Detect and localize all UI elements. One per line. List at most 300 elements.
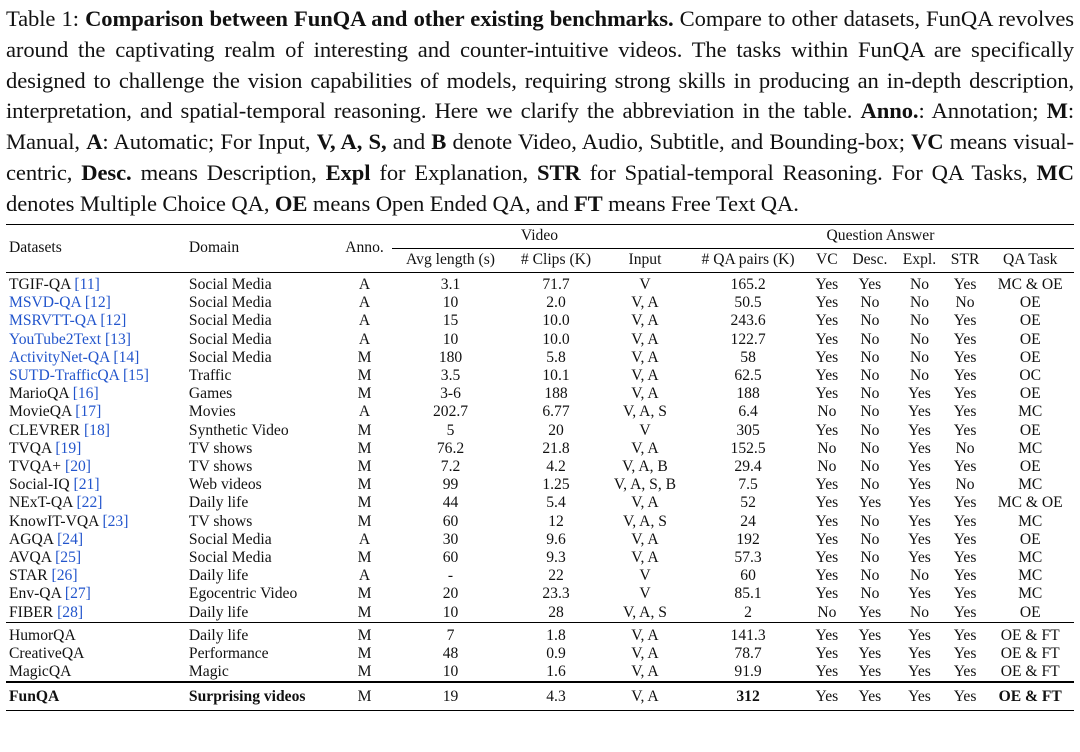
cell-anno: M xyxy=(357,367,372,384)
citation-link[interactable]: [15] xyxy=(122,367,149,384)
cell-dataset xyxy=(6,458,186,476)
cell-qa-pairs: 188 xyxy=(736,385,760,403)
cell-dataset xyxy=(6,422,186,440)
cell-dataset xyxy=(6,272,186,294)
cell-expl: Yes xyxy=(895,682,944,710)
cell-desc: Yes xyxy=(845,622,896,645)
cell-domain: Social Media xyxy=(188,275,272,293)
dataset-name: MSRVTT-QA xyxy=(9,312,97,330)
cell-vc: Yes xyxy=(815,385,839,403)
cell-expl: No xyxy=(909,367,930,384)
cell-desc: No xyxy=(860,567,880,585)
table-row xyxy=(6,294,1074,312)
col-str: STR xyxy=(944,248,987,272)
col-datasets: Datasets xyxy=(6,224,186,272)
cell-domain: Games xyxy=(188,385,233,403)
cell-clips: 23.3 xyxy=(542,585,570,603)
citation-link[interactable]: [28] xyxy=(57,603,84,621)
citation-link[interactable]: [20] xyxy=(65,458,91,476)
table-row xyxy=(6,663,1074,682)
citation-link[interactable]: [27] xyxy=(64,585,91,603)
cell-avg-length: - xyxy=(447,567,454,585)
abbr-ft-def: means Free Text QA. xyxy=(602,190,799,216)
cell-vc: Yes xyxy=(815,645,839,663)
abbr-desc: Desc. xyxy=(81,159,132,185)
cell-clips: 4.3 xyxy=(509,682,603,710)
col-vc: VC xyxy=(809,248,844,272)
abbr-str-def: for Spatial-temporal Reasoning. For QA Tasks, xyxy=(580,159,1037,185)
cell-vc: Yes xyxy=(815,512,839,530)
cell-desc: Yes xyxy=(858,494,882,512)
cell-qa-pairs: 122.7 xyxy=(730,330,766,348)
cell-qa-pairs: 7.5 xyxy=(738,476,758,494)
citation-link[interactable]: [25] xyxy=(55,549,82,567)
cell-expl: Yes xyxy=(908,512,931,530)
dataset-name: AVQA xyxy=(9,549,52,567)
cell-avg-length: 10 xyxy=(442,663,459,681)
cell-str: Yes xyxy=(953,567,977,585)
cell-str: Yes xyxy=(953,530,977,548)
cell-qa-task: OE xyxy=(1019,603,1041,621)
table-row xyxy=(6,367,1074,385)
caption-body: Compare to other datasets, FunQA revolves around the captivating realm of interesting and counter-intuitive videos. The tasks within FunQA are specifically designed to challenge the vision capabilities of models, requiring strong skills in producing an in-depth description, interpretation, and spatial-temporal reasoning. Here we clarify the abbreviation in the table. xyxy=(6,6,1075,124)
cell-avg-length: 3-6 xyxy=(440,385,461,403)
cell-domain: TV shows xyxy=(188,512,253,530)
dataset-name: STAR xyxy=(9,567,48,585)
dataset-name: KnowIT-VQA xyxy=(9,512,99,530)
cell-input: V, A xyxy=(631,294,659,312)
col-avg-length: Avg length (s) xyxy=(392,248,509,272)
abbr-ft: FT xyxy=(573,190,603,216)
cell-anno: M xyxy=(357,458,372,476)
citation-link[interactable]: [12] xyxy=(100,312,127,330)
cell-dataset xyxy=(6,549,186,567)
cell-clips: 5.4 xyxy=(546,494,566,512)
citation-link[interactable]: [18] xyxy=(83,421,110,439)
abbr-vc: VC xyxy=(911,129,944,155)
cell-clips: 1.25 xyxy=(542,476,570,494)
header-row-groups xyxy=(6,224,1074,248)
cell-qa-task: OE xyxy=(1019,294,1041,312)
cell-desc: No xyxy=(860,476,880,494)
table-row xyxy=(6,513,1074,531)
cell-qa-task: OC xyxy=(1019,367,1042,384)
cell-desc: No xyxy=(860,421,880,439)
cell-qa-pairs: 165.2 xyxy=(730,275,766,293)
cell-anno: M xyxy=(357,439,372,457)
cell-qa-pairs: 29.4 xyxy=(734,458,762,476)
cell-qa-task: OE xyxy=(1019,348,1041,366)
cell-qa-pairs: 52 xyxy=(740,494,756,512)
cell-qa-task: MC xyxy=(1018,403,1043,421)
cell-qa-pairs: 78.7 xyxy=(734,645,762,663)
cell-vc: Yes xyxy=(815,494,839,512)
cell-desc: No xyxy=(860,549,880,567)
cell-anno: A xyxy=(358,567,371,585)
cell-clips: 1.8 xyxy=(509,622,603,645)
dataset-name: TVQA+ xyxy=(9,458,62,476)
abbr-oe: OE xyxy=(274,190,308,216)
abbr-desc-def: means Description, xyxy=(131,159,326,185)
abbr-str: STR xyxy=(537,159,581,185)
cell-vc: No xyxy=(817,603,837,621)
cell-input: V xyxy=(639,421,651,439)
cell-anno: A xyxy=(358,312,371,330)
cell-vc: Yes xyxy=(815,476,839,494)
cell-expl: No xyxy=(909,275,930,293)
cell-qa-task: OE & FT xyxy=(1000,663,1060,681)
cell-qa-task: OE xyxy=(1019,330,1041,348)
cell-dataset xyxy=(6,294,186,312)
cell-desc: No xyxy=(860,530,880,548)
cell-expl: Yes xyxy=(908,585,931,603)
cell-avg-length: 60 xyxy=(442,549,459,567)
cell-desc: No xyxy=(860,312,880,330)
table-row xyxy=(6,403,1074,421)
cell-expl: Yes xyxy=(908,403,931,421)
comparison-table xyxy=(6,224,1074,711)
cell-vc: Yes xyxy=(815,312,839,330)
caption-lead: Table 1: xyxy=(6,6,86,31)
abbr-expl: Expl xyxy=(325,159,371,185)
table-row xyxy=(6,585,1074,603)
cell-expl: No xyxy=(909,330,930,348)
cell-dataset: FunQA xyxy=(6,682,186,710)
cell-input: V xyxy=(639,585,651,603)
cell-anno: M xyxy=(337,622,392,645)
cell-str: Yes xyxy=(953,385,977,403)
citation-link[interactable]: [17] xyxy=(75,403,102,421)
cell-avg-length: 7.2 xyxy=(440,458,461,476)
abbr-mc-def: denotes Multiple Choice QA, xyxy=(6,190,275,216)
cell-dataset xyxy=(6,531,186,549)
cell-input: V, A, S xyxy=(623,512,667,530)
cell-dataset xyxy=(6,476,186,494)
cell-str: Yes xyxy=(953,348,977,366)
cell-expl: Yes xyxy=(908,458,931,476)
cell-qa-task: OE xyxy=(1019,385,1041,403)
caption-title: Comparison between FunQA and other existing benchmarks. xyxy=(85,6,674,31)
cell-input: V, A xyxy=(631,530,659,548)
abbr-m-def: : Manual, xyxy=(6,98,1074,155)
citation-link[interactable]: [12] xyxy=(84,294,111,312)
cell-domain: Performance xyxy=(188,645,269,663)
cell-avg-length: 3.5 xyxy=(440,367,461,384)
cell-domain: Daily life xyxy=(188,494,249,512)
cell-avg-length: 76.2 xyxy=(436,439,465,457)
cell-qa-task: OE xyxy=(1019,458,1041,476)
citation-link[interactable]: [22] xyxy=(76,494,103,512)
cell-desc: Yes xyxy=(858,275,882,293)
cell-vc: Yes xyxy=(815,663,839,681)
cell-anno: M xyxy=(357,421,372,439)
cell-avg-length: 44 xyxy=(442,494,459,512)
cell-vc: No xyxy=(817,439,837,457)
cell-vc: Yes xyxy=(815,275,839,293)
dataset-name: AGQA xyxy=(9,530,54,548)
citation-link[interactable]: [23] xyxy=(102,512,129,530)
cell-str: No xyxy=(955,294,975,312)
abbr-input-def: denote Video, Audio, Subtitle, and Bounding-box; xyxy=(446,129,912,155)
cell-dataset xyxy=(6,349,186,367)
cell-desc: No xyxy=(860,458,880,476)
cell-expl: Yes xyxy=(908,549,931,567)
cell-str: Yes xyxy=(953,403,977,421)
citation-link[interactable]: [16] xyxy=(72,385,99,403)
cell-expl: No xyxy=(909,294,930,312)
cell-avg-length: 30 xyxy=(442,530,459,548)
cell-qa-pairs: 60 xyxy=(740,567,756,585)
table-row xyxy=(6,272,1074,294)
cell-expl: Yes xyxy=(908,645,931,663)
cell-input: V, A xyxy=(631,494,659,512)
existing-benchmarks xyxy=(6,272,1074,622)
col-domain: Domain xyxy=(186,224,337,272)
cell-desc: Yes xyxy=(858,645,882,663)
cell-dataset xyxy=(6,494,186,512)
cell-dataset xyxy=(6,440,186,458)
citation-link[interactable]: [19] xyxy=(55,439,82,457)
cell-qa-pairs: 57.3 xyxy=(734,549,762,567)
table-row xyxy=(6,531,1074,549)
cell-desc: Yes xyxy=(858,663,882,681)
cell-avg-length: 99 xyxy=(442,476,459,494)
cell-dataset: HumorQA xyxy=(6,622,186,645)
cell-input: V xyxy=(639,567,651,585)
cell-avg-length: 10 xyxy=(442,330,459,348)
cell-clips: 9.6 xyxy=(546,530,566,548)
cell-clips: 9.3 xyxy=(546,549,566,567)
cell-expl: Yes xyxy=(908,494,931,512)
table-caption xyxy=(6,4,1074,220)
cell-expl: No xyxy=(909,567,930,585)
cell-qa-task: MC & OE xyxy=(997,275,1063,293)
cell-domain: Daily life xyxy=(188,603,249,621)
citation-link[interactable]: [14] xyxy=(113,348,140,366)
cell-dataset xyxy=(6,331,186,349)
cell-input: V, A, S, B xyxy=(613,476,677,494)
cell-dataset xyxy=(6,567,186,585)
cell-qa-pairs: 91.9 xyxy=(734,663,762,681)
cell-input: V, A xyxy=(631,330,659,348)
cell-desc: No xyxy=(860,367,880,384)
cell-qa-pairs: 141.3 xyxy=(687,622,809,645)
cell-anno: A xyxy=(358,275,371,293)
cell-qa-pairs: 305 xyxy=(736,421,760,439)
cell-str: No xyxy=(955,476,975,494)
abbr-and: and xyxy=(386,129,432,155)
citation-link[interactable]: [21] xyxy=(73,476,100,494)
cell-str: Yes xyxy=(953,585,977,603)
table-row xyxy=(6,476,1074,494)
cell-domain: Daily life xyxy=(188,567,249,585)
cell-expl: Yes xyxy=(908,530,931,548)
col-input: Input xyxy=(603,248,687,272)
cell-str: Yes xyxy=(953,663,977,681)
dataset-name: TVQA xyxy=(9,439,52,457)
cell-vc: Yes xyxy=(809,622,844,645)
table-row xyxy=(6,440,1074,458)
cell-input: V, A xyxy=(603,622,687,645)
cell-clips: 188 xyxy=(544,385,568,403)
cell-dataset xyxy=(6,513,186,531)
cell-str: No xyxy=(955,439,975,457)
cell-qa-pairs: 6.4 xyxy=(738,403,758,421)
cell-qa-task: OE & FT xyxy=(986,682,1074,710)
citation-link[interactable]: [26] xyxy=(51,567,78,585)
cell-domain: Traffic xyxy=(188,367,232,384)
abbr-anno: Anno. xyxy=(860,98,919,124)
cell-str: Yes xyxy=(953,603,977,621)
cell-clips: 22 xyxy=(548,567,564,585)
cell-vc: Yes xyxy=(815,567,839,585)
cell-input: V, A, S xyxy=(623,603,667,621)
cell-expl: Yes xyxy=(895,622,944,645)
cell-domain: Magic xyxy=(188,663,229,681)
cell-anno: M xyxy=(357,476,372,494)
cell-domain: Social Media xyxy=(188,312,272,330)
cell-qa-pairs: 62.5 xyxy=(734,367,762,384)
cell-expl: Yes xyxy=(908,663,931,681)
cell-avg-length: 60 xyxy=(442,512,459,530)
table-row xyxy=(6,604,1074,623)
cell-expl: Yes xyxy=(908,421,931,439)
cell-qa-pairs: 24 xyxy=(740,512,756,530)
cell-expl: No xyxy=(909,312,930,330)
cell-desc: No xyxy=(860,348,880,366)
cell-qa-task: MC xyxy=(1018,476,1043,494)
cell-avg-length: 15 xyxy=(442,312,459,330)
cell-domain: Surprising videos xyxy=(186,682,337,710)
citation-link[interactable]: [13] xyxy=(104,330,131,348)
cell-input: V, A, B xyxy=(622,458,668,476)
cell-anno: A xyxy=(358,530,371,548)
cell-qa-pairs: 192 xyxy=(736,530,760,548)
cell-qa-pairs: 50.5 xyxy=(734,294,762,312)
cell-dataset xyxy=(6,604,186,623)
cell-clips: 21.8 xyxy=(542,439,570,457)
cell-desc: No xyxy=(860,585,880,603)
cell-qa-pairs: 58 xyxy=(740,348,756,366)
cell-anno: M xyxy=(357,645,372,663)
table-row xyxy=(6,312,1074,330)
dataset-name: YouTube2Text xyxy=(9,330,102,348)
table-row xyxy=(6,458,1074,476)
table-row xyxy=(6,331,1074,349)
funqa-subsets xyxy=(6,622,1074,682)
cell-domain: Social Media xyxy=(188,530,272,548)
citation-link[interactable]: [24] xyxy=(57,530,84,548)
cell-anno: A xyxy=(358,330,371,348)
abbr-a: A xyxy=(86,129,103,155)
cell-str: Yes xyxy=(953,421,977,439)
citation-link[interactable]: [11] xyxy=(74,275,100,293)
cell-vc: Yes xyxy=(815,530,839,548)
cell-anno: M xyxy=(357,663,372,681)
dataset-name: MSVD-QA xyxy=(9,294,81,312)
cell-clips: 71.7 xyxy=(542,275,570,293)
cell-str: Yes xyxy=(953,494,977,512)
cell-vc: No xyxy=(817,458,837,476)
cell-dataset xyxy=(6,312,186,330)
cell-clips: 0.9 xyxy=(546,645,566,663)
cell-expl: No xyxy=(909,603,930,621)
cell-qa-task: MC & OE xyxy=(997,494,1063,512)
cell-str: Yes xyxy=(953,330,977,348)
abbr-vc-def: means visual-centric, xyxy=(6,129,1074,185)
cell-domain: Synthetic Video xyxy=(188,421,289,439)
cell-domain: Web videos xyxy=(188,476,262,494)
cell-qa-task: MC xyxy=(1018,439,1043,457)
cell-avg-length: 3.1 xyxy=(440,275,461,293)
cell-qa-task: MC xyxy=(1018,512,1043,530)
abbr-vas: V, A, S, xyxy=(316,129,387,155)
col-qa-task: QA Task xyxy=(986,248,1074,272)
cell-qa-task: MC xyxy=(1018,585,1043,603)
cell-domain: Social Media xyxy=(188,348,272,366)
cell-str: Yes xyxy=(953,275,977,293)
cell-str: Yes xyxy=(953,645,977,663)
cell-domain: Social Media xyxy=(188,549,272,567)
col-qa-pairs: # QA pairs (K) xyxy=(687,248,809,272)
cell-str: Yes xyxy=(953,312,977,330)
dataset-name: Social-IQ xyxy=(9,476,70,494)
cell-avg-length: 48 xyxy=(442,645,459,663)
cell-anno: M xyxy=(357,512,372,530)
col-clips: # Clips (K) xyxy=(509,248,603,272)
cell-domain: Egocentric Video xyxy=(188,585,298,603)
cell-input: V, A xyxy=(631,549,659,567)
cell-qa-pairs: 2 xyxy=(744,603,752,621)
cell-input: V, A xyxy=(603,682,687,710)
cell-expl: Yes xyxy=(908,385,931,403)
table-row xyxy=(6,645,1074,663)
cell-desc: No xyxy=(860,330,880,348)
cell-avg-length: 20 xyxy=(442,585,459,603)
dataset-name: Env-QA xyxy=(9,585,61,603)
cell-input: V, A xyxy=(631,367,659,384)
cell-clips: 10.0 xyxy=(542,330,570,348)
cell-vc: Yes xyxy=(815,330,839,348)
cell-domain: Daily life xyxy=(186,622,337,645)
cell-avg-length: 5 xyxy=(446,421,455,439)
cell-desc: Yes xyxy=(858,603,882,621)
cell-clips: 28 xyxy=(548,603,564,621)
cell-anno: M xyxy=(357,494,372,512)
cell-clips: 6.77 xyxy=(542,403,570,421)
table-row xyxy=(6,385,1074,403)
dataset-name: FIBER xyxy=(9,603,54,621)
cell-input: V, A xyxy=(631,645,659,663)
cell-qa-pairs: 85.1 xyxy=(734,585,762,603)
cell-avg-length: 202.7 xyxy=(432,403,469,421)
cell-vc: Yes xyxy=(815,549,839,567)
table-row xyxy=(6,494,1074,512)
abbr-expl-def: for Explanation, xyxy=(370,159,537,185)
cell-input: V, A xyxy=(631,385,659,403)
cell-clips: 10.0 xyxy=(542,312,570,330)
col-expl: Expl. xyxy=(895,248,944,272)
table-row xyxy=(6,549,1074,567)
cell-anno: M xyxy=(337,682,392,710)
cell-qa-pairs: 152.5 xyxy=(730,439,766,457)
cell-domain: Social Media xyxy=(188,294,272,312)
cell-input: V, A xyxy=(631,348,659,366)
cell-str: Yes xyxy=(953,512,977,530)
table-row xyxy=(6,349,1074,367)
cell-domain: Movies xyxy=(188,403,236,421)
cell-desc: No xyxy=(860,403,880,421)
